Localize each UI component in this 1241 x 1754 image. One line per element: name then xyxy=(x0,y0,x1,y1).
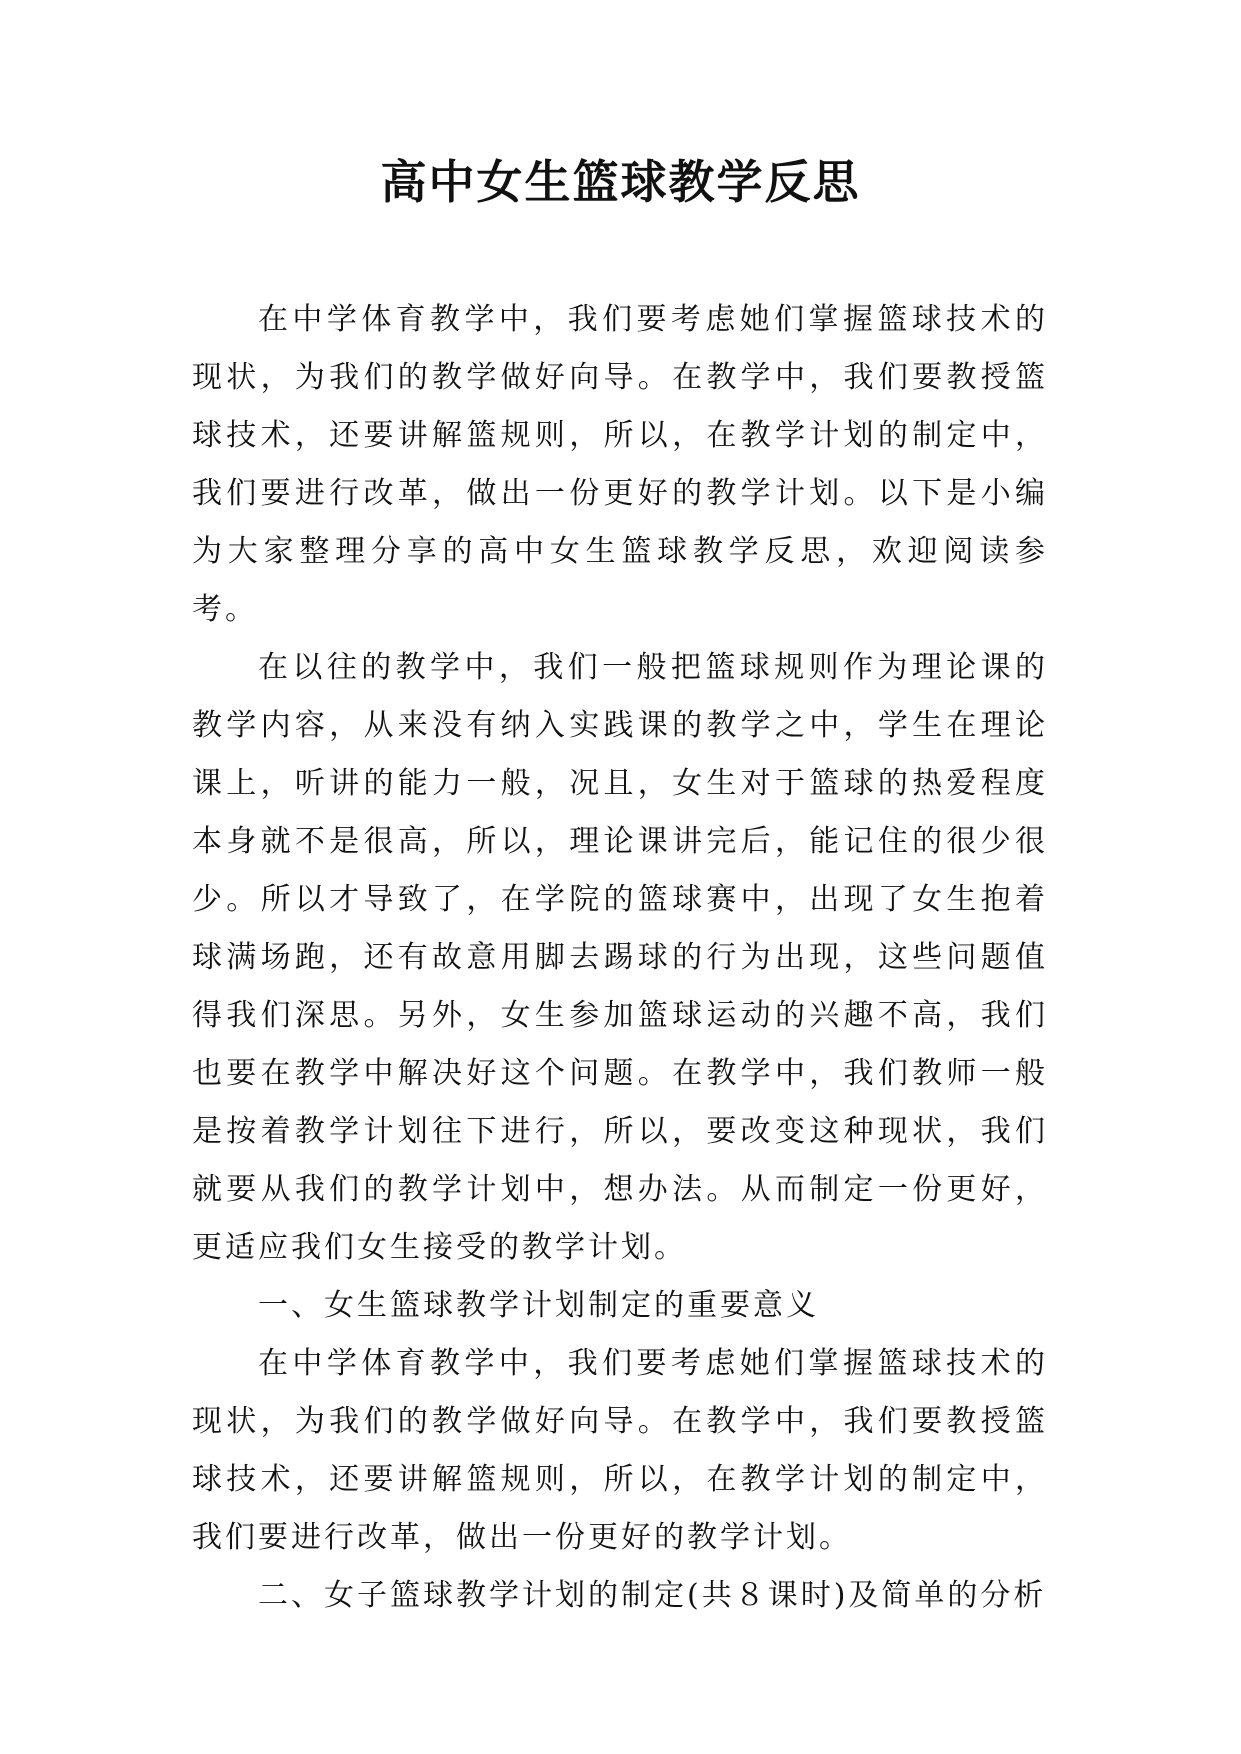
section-heading-1: 一、女生篮球教学计划制定的重要意义 xyxy=(258,1288,819,1323)
paragraph-section-1: 在中学体育教学中，我们要考虑她们掌握篮球技术的现状，为我们的教学做好向导。在教学中，我们要教授篮球技术，还要讲解篮规则，所以，在教学计划的制定中，我们要进行改革，做出一份更好的教学计划。 xyxy=(192,1346,1048,1555)
paragraph-intro: 在中学体育教学中，我们要考虑她们掌握篮球技术的现状，为我们的教学做好向导。在教学中，我们要教授篮球技术，还要讲解篮规则，所以，在教学计划的制定中，我们要进行改革，做出一份更好的教学计划。以下是小编为大家整理分享的高中女生篮球教学反思，欢迎阅读参考。 xyxy=(192,302,1048,627)
document-title: 高中女生篮球教学反思 xyxy=(380,155,861,209)
document-body xyxy=(192,291,1048,1625)
paragraph-background: 在以往的教学中，我们一般把篮球规则作为理论课的教学内容，从来没有纳入实践课的教学之中，学生在理论课上，听讲的能力一般，况且，女生对于篮球的热爱程度本身就不是很高，所以，理论课讲完后，能记住的很少很少。所以才导致了，在学院的篮球赛中，出现了女生抱着球满场跑，还有故意用脚去踢球的行为出现，这些问题值得我们深思。另外，女生参加篮球运动的兴趣不高，我们也要在教学中解决好这个问题。在教学中，我们教师一般是按着教学计划往下进行，所以，要改变这种现状，我们就要从我们的教学计划中，想办法。从而制定一份更好，更适应我们女生接受的教学计划。 xyxy=(192,650,1048,1265)
section-heading-2: 二、女子篮球教学计划的制定(共８课时)及简单的分析 xyxy=(258,1578,1047,1613)
